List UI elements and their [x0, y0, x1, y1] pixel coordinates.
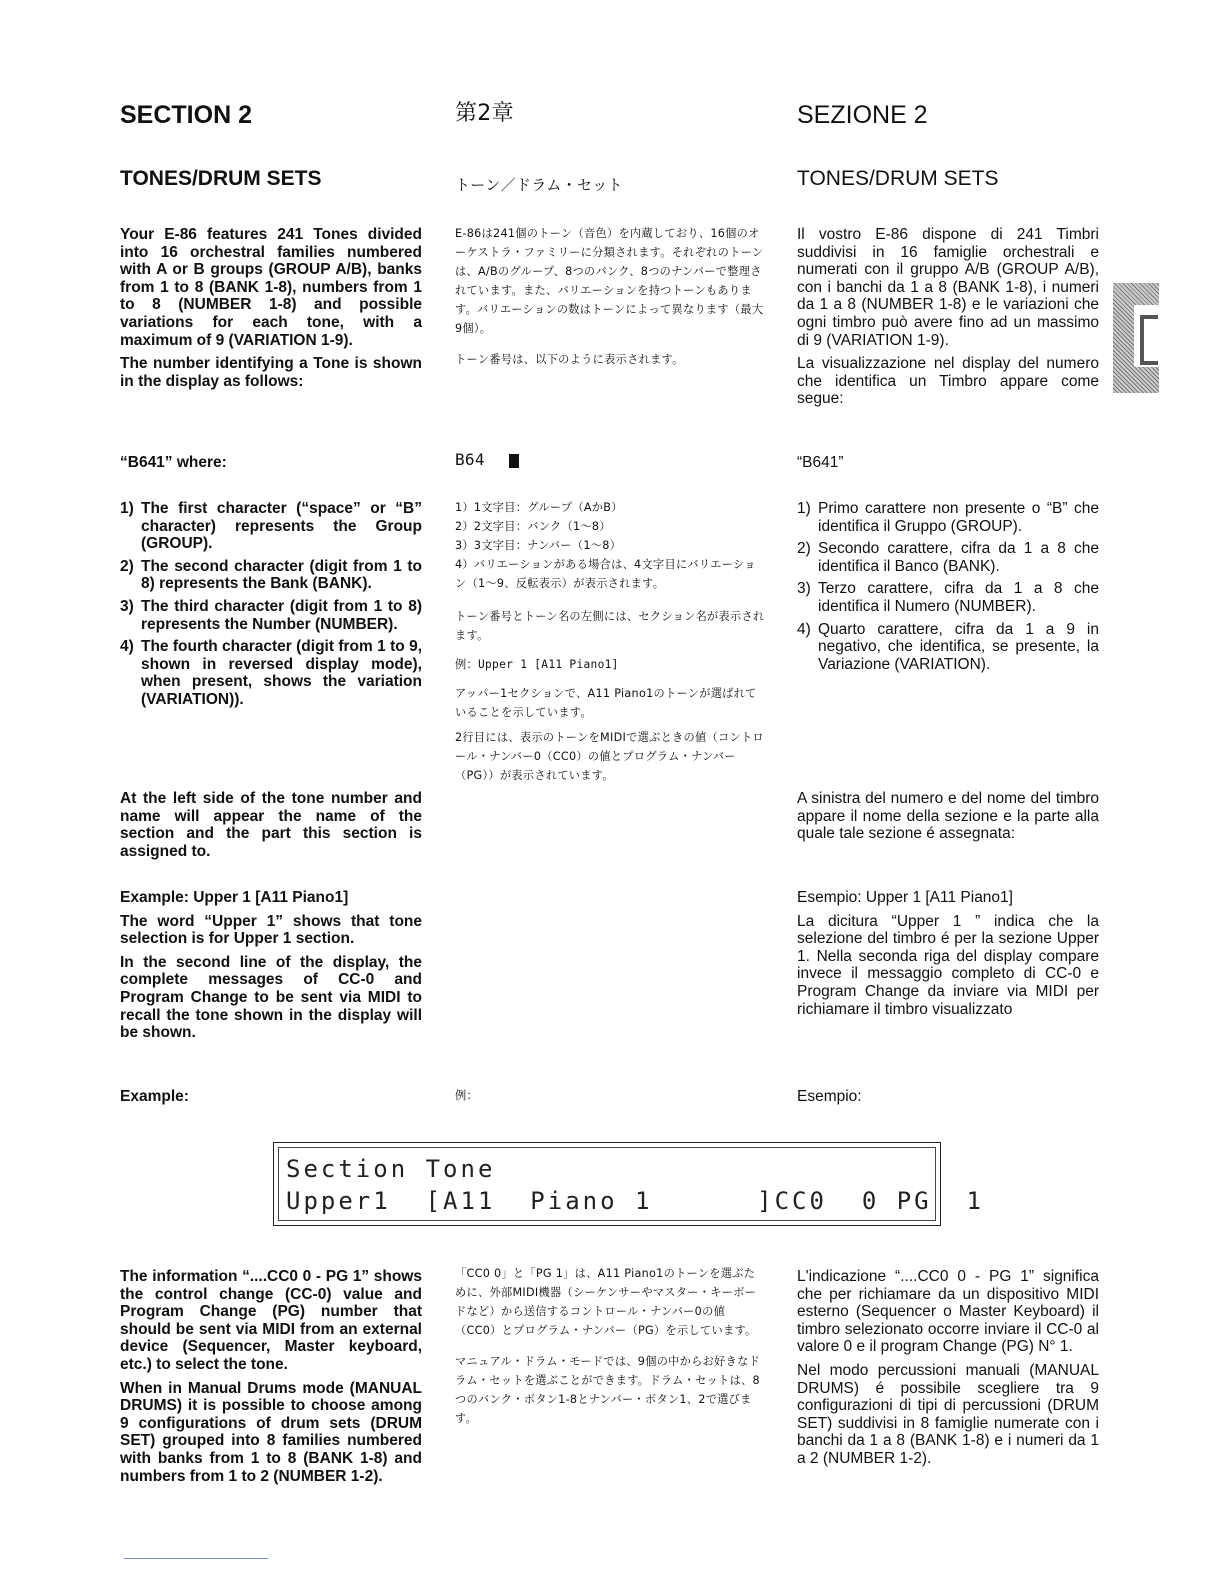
en-info: The information “....CC0 0 - PG 1” shows the control change (CC-0) value and Program Change (PG) number that should be sent via MIDI from an external device (Sequencer, Master keyboard, etc.) to select the tone. [120, 1268, 422, 1373]
jp-intro-block [455, 224, 765, 375]
jp-section-name: トーン番号とトーン名の左側には、セクション名が表示されます。 [455, 610, 765, 642]
list-item: 1) The first character (“space” or “B” character) represents the Group (GROUP). [120, 500, 422, 553]
jp-section-heading: 第2章 [455, 101, 514, 126]
en-second-line: In the second line of the display, the complete messages of CC-0 and Program Change to be sent via MIDI to recall the tone shown in the display will be shown. [120, 953, 422, 1042]
jp-info: 「CC0 0」と「PG 1」は、A11 Piano1のトーンを選ぶために、外部MIDI機器（シーケンサーやマスター・キーボードなど）から送信するコントロール・ナンバー0の値（CC0）とプログラム・ナンバー（PG）を示しています。 [455, 1267, 757, 1337]
it-example-code: “B641” [797, 454, 844, 471]
list-item: 2）2文字目：バンク（1〜8） [455, 520, 611, 533]
jp-second-line: 2行目には、表示のトーンをMIDIで選ぶときの値（コントロール・ナンバー0（CC0）の値とプログラム・ナンバー（PG））が表示されています。 [455, 731, 764, 782]
list-item: 3) Terzo carattere, cifra da 1 a 8 che identifica il Numero (NUMBER). [797, 580, 1099, 615]
it-upper-word: La dicitura “Upper 1 ” indica che la selezione del timbro é per la sezione Upper 1. Nella seconda riga del display compare invece il messaggio completo di CC-0 e Program Change da inviare via MIDI per richiamare il timbro visualizzato [797, 912, 1099, 1018]
it-example-upper-block [797, 889, 1099, 1024]
it-intro-block [797, 226, 1099, 414]
list-item: 4) The fourth character (digit from 1 to 9, shown in reversed display mode), when present, shows the variation (VARIATION)). [120, 638, 422, 708]
jp-example-code-row [455, 450, 765, 469]
it-section-heading: SEZIONE 2 [797, 101, 928, 129]
en-left-side: At the left side of the tone number and name will appear the name of the section and the part this section is assigned to. [120, 790, 422, 860]
it-title: TONES/DRUM SETS [797, 167, 999, 190]
en-intro: Your E-86 features 241 Tones divided into 16 orchestral families numbered with A or B groups (GROUP A/B), banks from 1 to 8 (BANK 1-8), numbers from 1 to 8 (NUMBER 1-8) and possible variations for each tone, with a maximum of 9 (VARIATION 1-9). [120, 226, 422, 349]
it-example-upper: Esempio: Upper 1 [A11 Piano1] [797, 889, 1013, 906]
en-bottom-block [120, 1268, 422, 1491]
lcd-line-2: Upper1 [A11 Piano 1 ]CC0 0 PG 1 [286, 1187, 984, 1215]
list-item: 3) The third character (digit from 1 to 8) represents the Number (NUMBER). [120, 597, 422, 633]
jp-example-upper: 例：Upper 1 [A11 Piano1] [455, 658, 619, 671]
en-title: TONES/DRUM SETS [120, 167, 322, 190]
en-intro-block [120, 226, 422, 396]
en-manual: When in Manual Drums mode (MANUAL DRUMS) it is possible to choose among 9 configurations of drum sets (DRUM SET) grouped into 8 families numbered with banks from 1 to 8 (BANK 1-8) and numbers from 1 to 2 (NUMBER 1-2). [120, 1379, 422, 1485]
jp-example-label: 例： [455, 1089, 478, 1102]
jp-intro: E-86は241個のトーン（音色）を内蔵しており、16個のオーケストラ・ファミリーに分類されます。それぞれのトーンは、A/Bのグループ、8つのバンク、8つのナンバーで整理されています。また、バリエーションを持つトーンもあります。バリエーションの数はトーンによって異なります（最大9個）。 [455, 227, 764, 335]
it-character-list [797, 500, 1099, 678]
en-character-list [120, 500, 422, 714]
en-number-intro: The number identifying a Tone is shown in the display as follows: [120, 355, 422, 390]
jp-upper-desc: アッパー1セクションで、A11 Piano1のトーンが選ばれていることを示しています。 [455, 687, 757, 719]
reversed-digit-icon [509, 454, 519, 468]
jp-number-intro: トーン番号は、以下のように表示されます。 [455, 353, 684, 366]
list-item: 1）1文字目：グループ（AかB） [455, 501, 623, 514]
it-left-side: A sinistra del numero e del nome del timbro appare il nome della sezione e la parte alla quale tale sezione é assegnata: [797, 790, 1099, 843]
it-bottom-block [797, 1268, 1099, 1474]
en-example-label: Example: [120, 1088, 189, 1105]
jp-title: トーン／ドラム・セット [455, 176, 623, 194]
jp-example-code: B64 [455, 450, 485, 469]
list-item: 4) Quarto carattere, cifra da 1 a 9 in negativo, che identifica, se presente, la Variazione (VARIATION). [797, 620, 1099, 673]
jp-character-list [455, 498, 765, 791]
jp-bottom-block [455, 1264, 765, 1434]
list-item: 4）バリエーションがある場合は、4文字目にバリエーション（1〜9、反転表示）が表示されます。 [455, 558, 756, 590]
it-example-label: Esempio: [797, 1088, 862, 1105]
en-example-upper: Example: Upper 1 [A11 Piano1] [120, 889, 349, 906]
en-section-heading: SECTION 2 [120, 101, 252, 129]
it-info: L'indicazione “....CC0 0 - PG 1” significa che per richiamare da un dispositivo MIDI esterno (Sequencer o Master Keyboard) il timbro selezionato occorre inviare il CC-0 al valore 0 e il program Change (PG) N° 1. [797, 1268, 1099, 1356]
jp-manual: マニュアル・ドラム・モードでは、9個の中からお好きなドラム・セットを選ぶことができます。ドラム・セットは、8つのバンク・ボタン1-8とナンバー・ボタン1、2で選びます。 [455, 1355, 761, 1425]
list-item: 3）3文字目：ナンバー（1〜8） [455, 539, 622, 552]
list-item: 1) Primo carattere non presente o “B” che identifica il Gruppo (GROUP). [797, 500, 1099, 535]
language-tab-letter-icon [1134, 305, 1159, 367]
footer-rule [124, 1558, 268, 1559]
list-item: 2) The second character (digit from 1 to 8) represents the Bank (BANK). [120, 557, 422, 593]
lcd-display [273, 1142, 984, 1226]
en-example-code: “B641” where: [120, 454, 227, 471]
lcd-line-1: Section Tone [286, 1155, 496, 1183]
en-upper-word: The word “Upper 1” shows that tone selection is for Upper 1 section. [120, 912, 422, 948]
it-number-intro: La visualizzazione nel display del numero che identifica un Timbro appare come segue: [797, 355, 1099, 408]
it-manual: Nel modo percussioni manuali (MANUAL DRUMS) é possibile scegliere tra 9 configurazioni di tipi di percussioni (DRUM SET) suddivisi in 8 famiglie numerate con i banchi da 1 a 8 (BANK 1-8) e i numeri da 1 a 2 (NUMBER 1-2). [797, 1361, 1099, 1467]
list-item: 2) Secondo carattere, cifra da 1 a 8 che identifica il Banco (BANK). [797, 540, 1099, 575]
en-example-upper-block [120, 889, 422, 1048]
it-intro: Il vostro E-86 dispone di 241 Timbri suddivisi in 16 famiglie orchestrali e numerati con il gruppo A/B (GROUP A/B), con i banchi da 1 a 8 (BANK 1-8), i numeri da 1 a 8 (NUMBER 1-8) e le variazioni che ogni timbro può avere fino ad un massimo di 9 (VARIATION 1-9). [797, 226, 1099, 349]
